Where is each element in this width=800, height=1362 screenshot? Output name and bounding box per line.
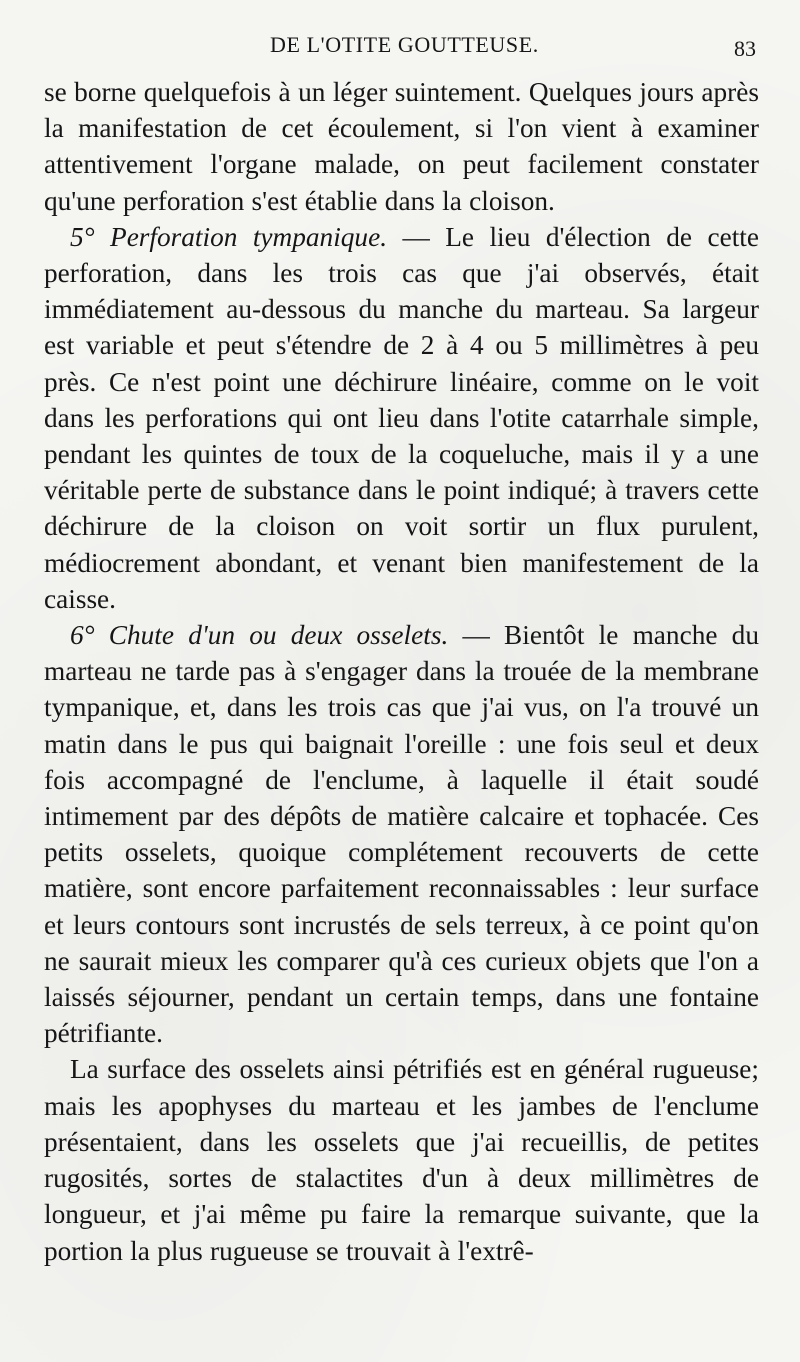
body-text bbox=[44, 74, 759, 1269]
running-title: DE L'OTITE GOUTTEUSE. bbox=[270, 32, 539, 57]
paragraph-text: — Le lieu d'élection de cette perforation, dans les trois cas que j'ai observés, était immédiatement au-dessous du manche du marteau. Sa largeur est variable et peut s'étendre de 2 à 4 ou 5 millimètres à peu près. Ce n'est point une déchirure linéaire, comme on le voit dans les perforations qui ont lieu dans l'otite catarrhale simple, pendant les quintes de toux de la coqueluche, mais il y a une véritable perte de substance dans le point indiqué; à travers cette déchirure de la cloison on voit sortir un flux purulent, médiocrement abondant, et venant bien manifestement de la caisse. bbox=[44, 221, 759, 614]
paragraph-text: se borne quelquefois à un léger suintement. Quelques jours après la manifestation de cet écoulement, si l'on vient à examiner attentivement l'organe malade, on peut facilement constater qu'une perforation s'est établie dans la cloison. bbox=[44, 77, 759, 216]
paragraph-text: La surface des osselets ainsi pétrifiés est en général rugueuse; mais les apophyses du marteau et les jambes de l'enclume présentaient, dans les osselets que j'ai recueillis, de petites rugosités, sortes de stalactites d'un à deux millimètres de longueur, et j'ai même pu faire la remarque suivante, que la portion la plus rugueuse se trouvait à l'extrê- bbox=[44, 1054, 759, 1266]
section-heading-chute-osselets: 6° Chute d'un ou deux osselets. bbox=[70, 620, 449, 651]
paragraph-continuation bbox=[44, 74, 759, 219]
page-number: 83 bbox=[734, 36, 756, 61]
running-head bbox=[0, 30, 800, 66]
section-heading-perforation: 5° Perforation tympanique. bbox=[70, 221, 388, 252]
paragraph-surface-osselets bbox=[44, 1051, 759, 1268]
paragraph-chute-osselets bbox=[44, 617, 759, 1051]
paragraph-perforation-tympanique bbox=[44, 219, 759, 617]
paragraph-text: — Bientôt le manche du marteau ne tarde pas à s'engager dans la trouée de la membrane tympanique, et, dans les trois cas que j'ai vus, on l'a trouvé un matin dans le pus qui baignait l'oreille : une fois seul et deux fois accompagné de l'enclume, à laquelle il était soudé intimement par des dépôts de matière calcaire et tophacée. Ces petits osselets, quoique complétement recouverts de cette matière, sont encore parfaitement reconnaissables : leur surface et leurs contours sont incrustés de sels terreux, à ce point qu'on ne saurait mieux les comparer qu'à ces curieux objets que l'on a laissés séjourner, pendant un certain temps, dans une fontaine pétrifiante. bbox=[44, 620, 759, 1049]
